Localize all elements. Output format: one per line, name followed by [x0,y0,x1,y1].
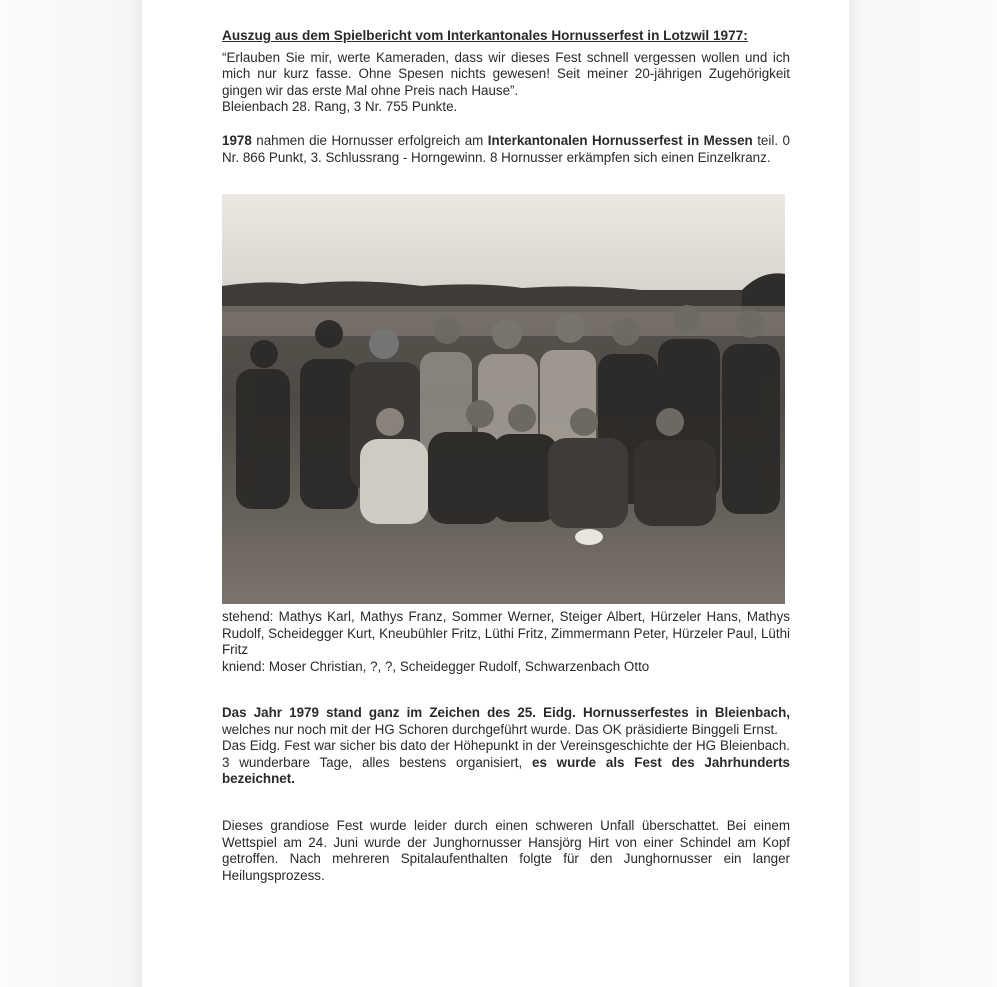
heading-1979: Das Jahr 1979 stand ganz im Zeichen des 25. Eidg. Hornusserfestes in Bleienbach, [222,705,790,720]
highlight-1979: es wurde als Fest des Jahrhunderts bezeichnet. [222,754,790,787]
result-1977: Bleienbach 28. Rang, 3 Nr. 755 Punkte. [222,99,458,115]
scan-margin-left [0,0,142,987]
text-1978-a: nahmen die Hornusser erfolgreich am [251,132,488,148]
text-1979-a: welches nur noch mit der HG Schoren durchgeführt wurde. Das OK präsidierte Binggeli Ernst. [222,721,778,737]
section-accident [222,818,790,884]
year-1978: 1978 [222,132,252,148]
team-photo-drawing [222,194,785,604]
text-1978-b: teil. 0 Nr. 866 Punkt, 3. Schlussrang - Horngewinn. 8 Hornusser erkämpfen sich einen Einzelkranz. [222,132,790,165]
accident-text: Dieses grandiose Fest wurde leider durch einen schweren Unfall überschattet. Bei einem Wettspiel am 24. Juni wurde der Junghornusser Hansjörg Hirt von einer Schindel am Kopf getroffen. Nach mehreren Spitalaufenthalten folgte für den Junghornusser ein langer Heilungsprozess. [222,818,790,883]
caption-standing: stehend: Mathys Karl, Mathys Franz, Sommer Werner, Steiger Albert, Hürzeler Hans, Mathys Rudolf, Scheidegger Kurt, Kneubühler Fritz, Lüthi Fritz, Zimmermann Peter, Hürzeler Paul, Lüthi Fritz [222,609,790,658]
caption-kneeling: kniend: Moser Christian, ?, ?, Scheidegger Rudolf, Schwarzenbach Otto [222,658,650,674]
text-1979-b: Das Eidg. Fest war sicher bis dato der Höhepunkt in der Vereinsgeschichte der HG Bleienbach. 3 wunderbare Tage, alles bestens organisiert, [222,738,790,770]
photo-caption [222,609,790,675]
team-photo [222,194,785,604]
page-title: Auszug aus dem Spielbericht vom Interkantonales Hornusserfest in Lotzwil 1977: [222,28,748,43]
quote-text: “Erlauben Sie mir, werte Kameraden, dass wir dieses Fest schnell vergessen wollen und ich mich nur kurz fasse. Ohne Spesen nichts gewesen! Seit meiner 20-jährigen Zugehörigkeit gingen wir das erste Mal ohne Preis nach Hause”. [222,49,790,98]
event-messen: Interkantonalen Hornusserfest in Messen [487,132,753,148]
section-1979 [222,705,790,788]
paragraph-1978 [222,133,790,166]
document-top [222,28,790,166]
quote-paragraph [222,50,790,116]
scan-margin-right [849,0,997,987]
